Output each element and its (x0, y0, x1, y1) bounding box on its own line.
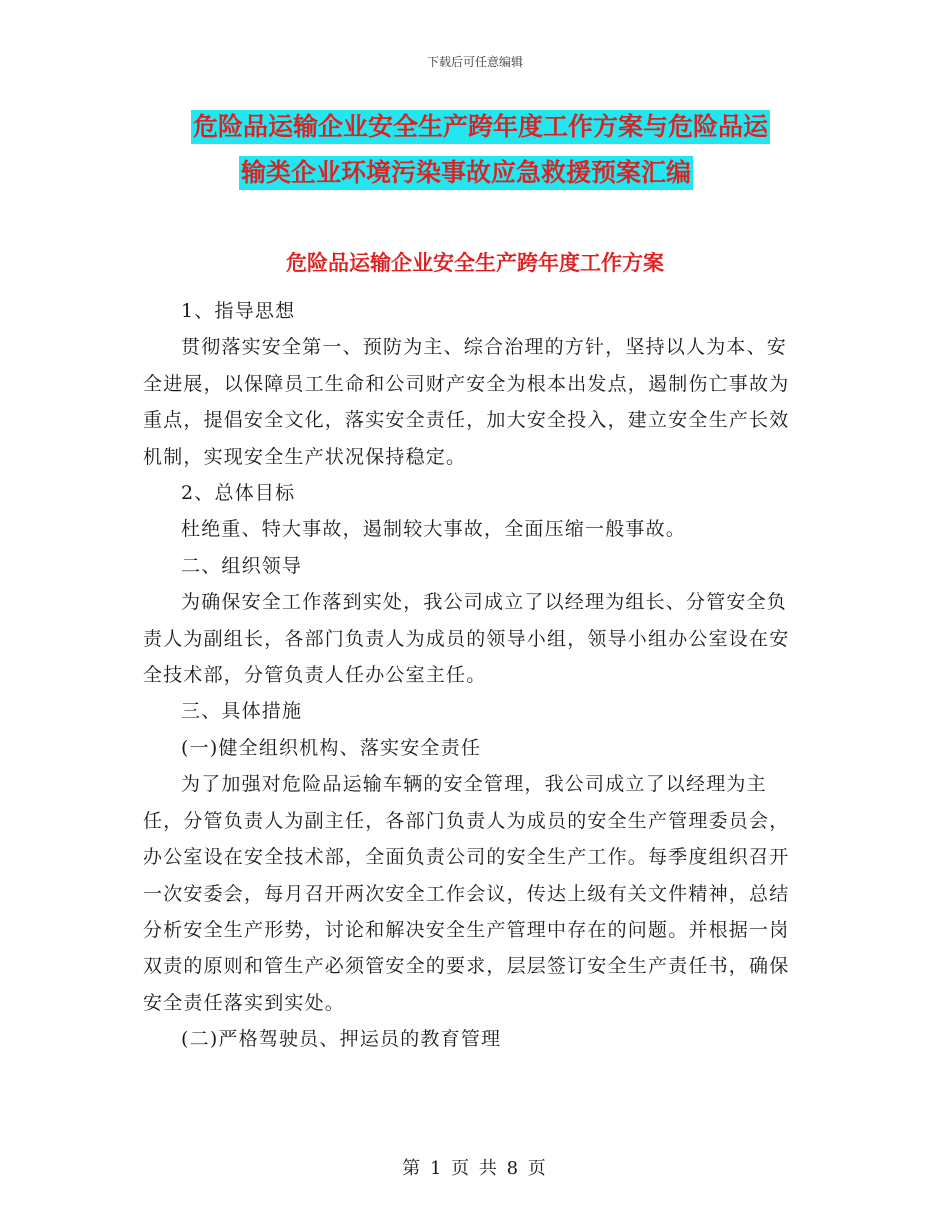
paragraph: (一)健全组织机构、落实安全责任 (181, 736, 482, 759)
paragraph: 2、总体目标 (181, 482, 296, 505)
paragraph: 贯彻落实安全第一、预防为主、综合治理的方针，坚持以人为本、安全进展，以保障员工生命和公司财产安全为根本出发点，遏制伤亡事故为重点，提倡安全文化，落实安全责任，加大安全投入，建立安全生产长效机制，实现安全生产状况保持稳定。 (143, 336, 790, 468)
paragraph: 二、组织领导 (181, 554, 303, 577)
paragraph: (二)严格驾驶员、押运员的教育管理 (181, 1028, 502, 1051)
paragraph: 为确保安全工作落到实处，我公司成立了以经理为组长、分管安全负责人为副组长，各部门负责人为成员的领导小组，领导小组办公室设在安全技术部，分管负责人任办公室主任。 (143, 591, 790, 687)
paragraph: 杜绝重、特大事故，遏制较大事故，全面压缩一般事故。 (181, 518, 687, 541)
paragraph: 1、指导思想 (181, 300, 296, 322)
paragraph: 三、具体措施 (181, 700, 303, 723)
document-body (143, 293, 803, 1058)
header-note: 下载后可任意编辑 (426, 55, 523, 69)
section-title: 危险品运输企业安全生产跨年度工作方案 (286, 251, 664, 275)
page-number-footer: 第 1 页 共 8 页 (402, 1158, 548, 1179)
title-line-2: 输类企业环境污染事故应急救援预案汇编 (239, 156, 693, 190)
paragraph: 为了加强对危险品运输车辆的安全管理，我公司成立了以经理为主任，分管负责人为副主任，各部门负责人为成员的安全生产管理委员会，办公室设在安全技术部，全面负责公司的安全生产工作。每季度组织召开一次安委会，每月召开两次安全工作会议，传达上级有关文件精神，总结分析安全生产形势，讨论和解决安全生产管理中存在的问题。并根据一岗双责的原则和管生产必须管安全的要求，层层签订安全生产责任书，确保安全责任落实到实处。 (143, 773, 790, 1014)
title-line-1: 危险品运输企业安全生产跨年度工作方案与危险品运 (191, 110, 770, 144)
